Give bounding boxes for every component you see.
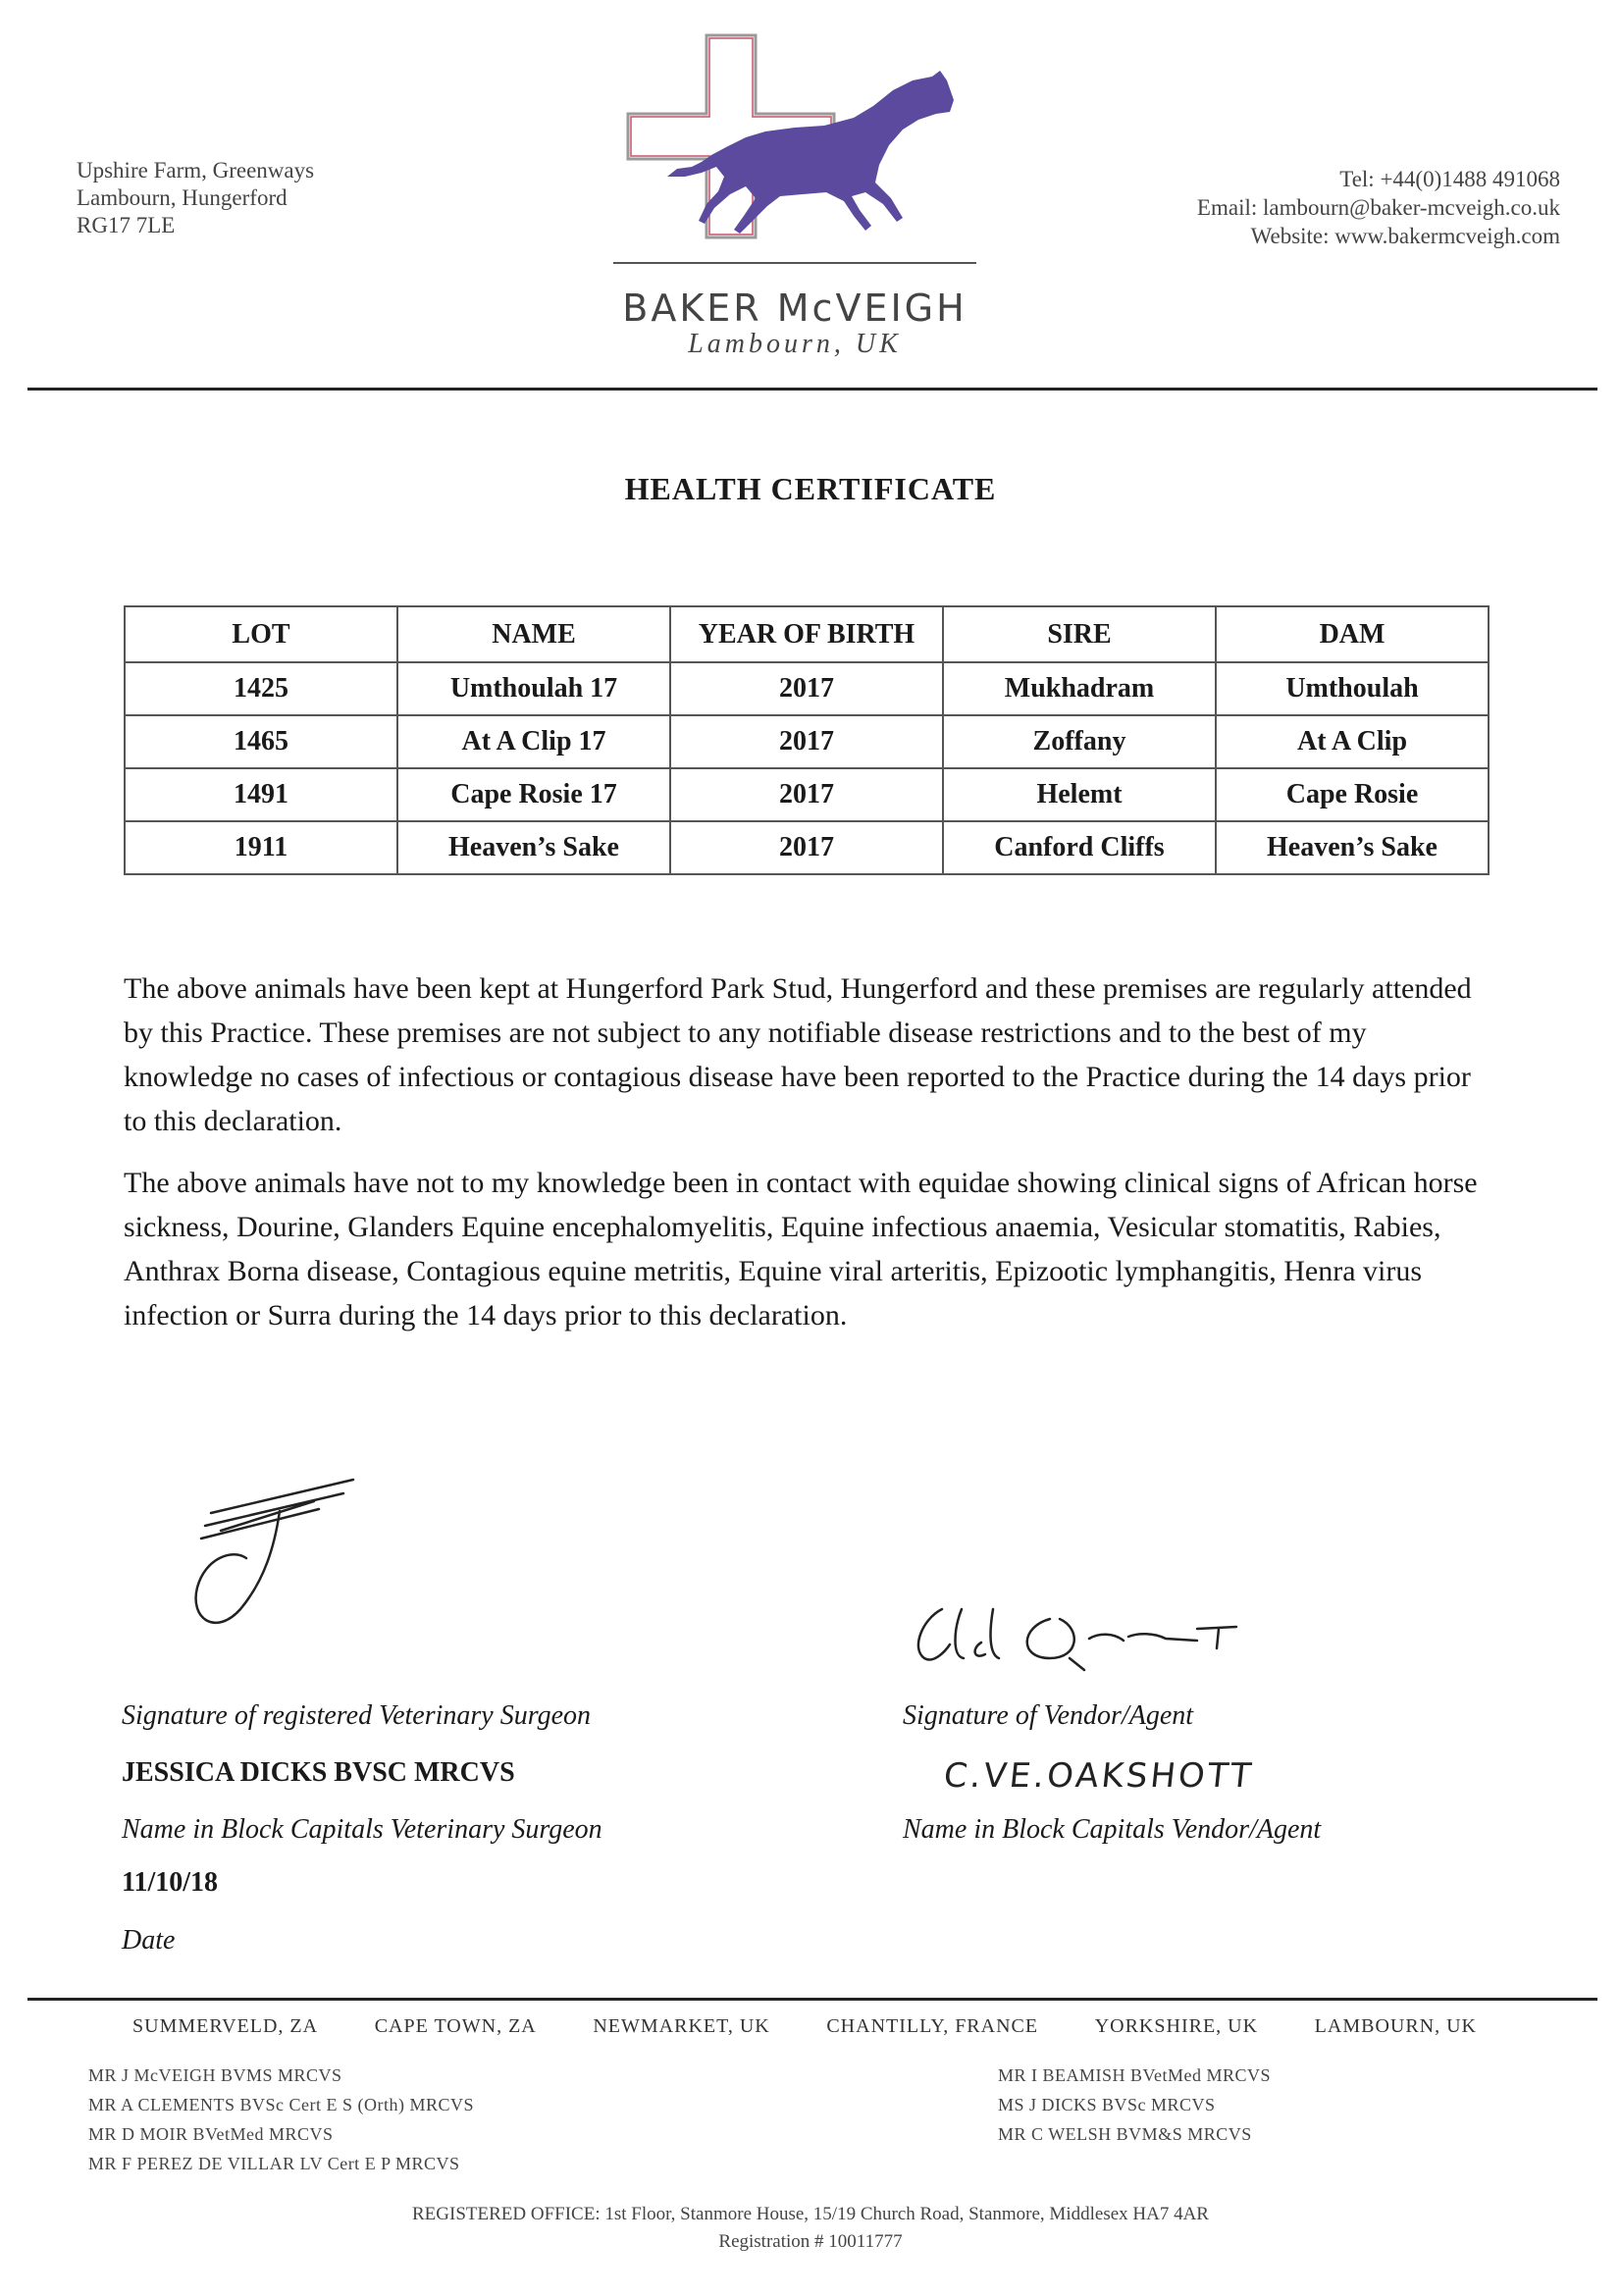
sire-cell: Helemt bbox=[943, 768, 1216, 821]
vet-name-label: Name in Block Capitals Veterinary Surgeon bbox=[122, 1814, 602, 1845]
table-row bbox=[125, 768, 1489, 821]
office-location: CHANTILLY, FRANCE bbox=[826, 2015, 1039, 2037]
company-contact bbox=[1197, 165, 1560, 250]
staff-member: MR D MOIR BVetMed MRCVS bbox=[88, 2124, 334, 2144]
header-divider bbox=[27, 388, 1597, 391]
column-header: SIRE bbox=[943, 606, 1216, 662]
year-cell: 2017 bbox=[670, 768, 943, 821]
office-location: YORKSHIRE, UK bbox=[1094, 2015, 1259, 2037]
year-cell: 2017 bbox=[670, 662, 943, 715]
office-location: LAMBOURN, UK bbox=[1314, 2015, 1477, 2037]
registration-number: Registration # 10011777 bbox=[718, 2231, 903, 2252]
registered-office: REGISTERED OFFICE: 1st Floor, Stanmore House, 15/19 Church Road, Stanmore, Middlesex HA7 4AR bbox=[412, 2204, 1209, 2224]
office-location: SUMMERVELD, ZA bbox=[132, 2015, 319, 2037]
lot-cell: 1491 bbox=[125, 768, 397, 821]
vet-signature-label: Signature of registered Veterinary Surgeon bbox=[122, 1700, 591, 1731]
column-header: DAM bbox=[1216, 606, 1489, 662]
dam-cell: At A Clip bbox=[1216, 715, 1489, 768]
sire-cell: Zoffany bbox=[943, 715, 1216, 768]
office-locations bbox=[132, 2015, 1477, 2038]
vendor-name-label: Name in Block Capitals Vendor/Agent bbox=[903, 1814, 1322, 1845]
brand-location: Lambourn, UK bbox=[688, 329, 902, 359]
vendor-handwritten-name: C.VE.OAKSHOTT bbox=[941, 1756, 1256, 1796]
footer-divider bbox=[27, 1998, 1597, 2001]
staff-list-left bbox=[88, 2061, 474, 2178]
address-line-3: RG17 7LE bbox=[77, 213, 176, 237]
dam-cell: Umthoulah bbox=[1216, 662, 1489, 715]
declaration-paragraph-premises: The above animals have been kept at Hungerford Park Stud, Hungerford and these premises are regularly attended by this Practice. These premises are not subject to any notifiable disease restrictions and to the best of my knowledge no cases of infectious or contagious disease have been reported to the Practice during the 14 days prior to this declaration. bbox=[124, 972, 1472, 1137]
certificate-date: 11/10/18 bbox=[122, 1867, 219, 1898]
staff-member: MR C WELSH BVM&S MRCVS bbox=[998, 2124, 1252, 2144]
lot-cell: 1425 bbox=[125, 662, 397, 715]
lot-cell: 1911 bbox=[125, 821, 397, 874]
office-location: NEWMARKET, UK bbox=[593, 2015, 770, 2037]
brand-name: BAKER McVEIGH bbox=[622, 287, 967, 330]
staff-list-right bbox=[998, 2061, 1271, 2149]
table-row bbox=[125, 715, 1489, 768]
year-cell: 2017 bbox=[670, 821, 943, 874]
vet-name: JESSICA DICKS BVSC MRCVS bbox=[122, 1757, 515, 1788]
table-row bbox=[125, 662, 1489, 715]
address-line-1: Upshire Farm, Greenways bbox=[77, 158, 315, 183]
vendor-signature-label: Signature of Vendor/Agent bbox=[903, 1700, 1194, 1731]
dam-cell: Cape Rosie bbox=[1216, 768, 1489, 821]
column-header: NAME bbox=[397, 606, 670, 662]
column-header: YEAR OF BIRTH bbox=[670, 606, 943, 662]
staff-member: MR I BEAMISH BVetMed MRCVS bbox=[998, 2065, 1272, 2085]
address-line-2: Lambourn, Hungerford bbox=[77, 185, 288, 210]
contact-website: Website: www.bakermcveigh.com bbox=[1250, 224, 1560, 248]
declaration-paragraph-contact: The above animals have not to my knowledge been in contact with equidae showing clinical signs of African horse sickness, Dourine, Glanders Equine encephalomyelitis, Equine infectious anaemia, Vesicular stomatitis, Rabies, Anthrax Borna disease, Contagious equine metritis, Equine viral arteritis, Epizootic lymphangitis, Henra virus infection or Surra during the 14 days prior to this declaration. bbox=[124, 1167, 1478, 1331]
contact-email: Email: lambourn@baker-mcveigh.co.uk bbox=[1196, 195, 1560, 220]
staff-member: MS J DICKS BVSc MRCVS bbox=[998, 2095, 1216, 2114]
vendor-signature-mark bbox=[903, 1590, 1295, 1678]
horse-table bbox=[124, 605, 1490, 875]
year-cell: 2017 bbox=[670, 715, 943, 768]
office-location: CAPE TOWN, ZA bbox=[374, 2015, 537, 2037]
name-cell: At A Clip 17 bbox=[397, 715, 670, 768]
name-cell: Heaven’s Sake bbox=[397, 821, 670, 874]
horse-icon bbox=[667, 71, 954, 234]
dam-cell: Heaven’s Sake bbox=[1216, 821, 1489, 874]
vet-signature-mark bbox=[182, 1472, 378, 1639]
table-header-row bbox=[125, 606, 1489, 662]
lot-cell: 1465 bbox=[125, 715, 397, 768]
sire-cell: Mukhadram bbox=[943, 662, 1216, 715]
table-row bbox=[125, 821, 1489, 874]
horse-cross-logo bbox=[608, 29, 981, 275]
staff-member: MR A CLEMENTS BVSc Cert E S (Orth) MRCVS bbox=[88, 2095, 475, 2114]
staff-member: MR F PEREZ DE VILLAR LV Cert E P MRCVS bbox=[88, 2154, 460, 2173]
name-cell: Cape Rosie 17 bbox=[397, 768, 670, 821]
document-title: HEALTH CERTIFICATE bbox=[624, 471, 997, 506]
company-address bbox=[77, 157, 314, 239]
name-cell: Umthoulah 17 bbox=[397, 662, 670, 715]
staff-member: MR J McVEIGH BVMS MRCVS bbox=[88, 2065, 342, 2085]
column-header: LOT bbox=[125, 606, 397, 662]
date-label: Date bbox=[122, 1925, 176, 1956]
sire-cell: Canford Cliffs bbox=[943, 821, 1216, 874]
contact-phone: Tel: +44(0)1488 491068 bbox=[1339, 167, 1560, 191]
